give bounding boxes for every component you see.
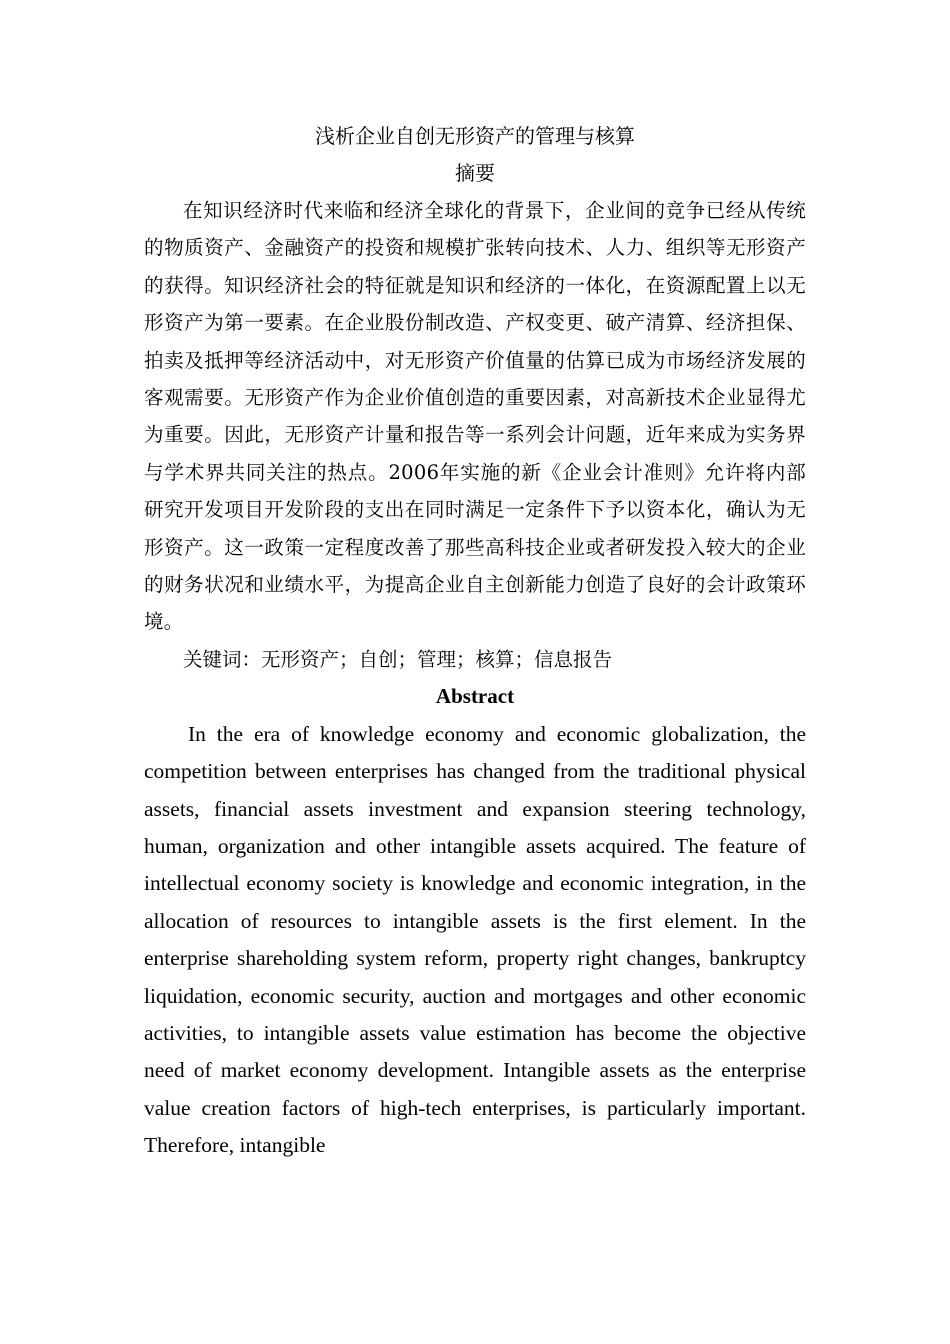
abstract-cn-paragraph: 在知识经济时代来临和经济全球化的背景下，企业间的竞争已经从传统的物质资产、金融资产的投资和规模扩张转向技术、人力、组织等无形资产的获得。知识经济社会的特征就是知识和经济的一体化，在资源配置上以无形资产为第一要素。在企业股份制改造、产权变更、破产清算、经济担保、拍卖及抵押等经济活动中，对无形资产价值量的估算已成为市场经济发展的客观需要。无形资产作为企业价值创造的重要因素，对高新技术企业显得尤为重要。因此，无形资产计量和报告等一系列会计问题，近年来成为实务界与学术界共同关注的热点。2006年实施的新《企业会计准则》允许将内部研究开发项目开发阶段的支出在同时满足一定条件下予以资本化，确认为无形资产。这一政策一定程度改善了那些高科技企业或者研发投入较大的企业的财务状况和业绩水平，为提高企业自主创新能力创造了良好的会计政策环境。: [144, 199, 806, 634]
abstract-cn-heading: 摘要: [455, 161, 495, 185]
document-page: [144, 118, 806, 1165]
abstract-en-heading: Abstract: [435, 684, 515, 709]
abstract-en-paragraph: In the era of knowledge economy and economic globalization, the competition between enterprises has changed from the traditional physical assets, financial assets investment and expansion steering technology, human, organization and other intangible assets acquired. The feature of intellectual economy society is knowledge and economic integration, in the allocation of resources to intangible assets is the first element. In the enterprise shareholding system reform, property right changes, bankruptcy liquidation, economic security, auction and mortgages and other economic activities, to intangible assets value estimation has become the objective need of market economy development. Intangible assets as the enterprise value creation factors of high-tech enterprises, is particularly important. Therefore, intangible: [144, 721, 806, 1158]
keywords-cn: 关键词：无形资产；自创；管理；核算；信息报告: [183, 647, 613, 671]
page-title: 浅析企业自创无形资产的管理与核算: [315, 124, 635, 148]
